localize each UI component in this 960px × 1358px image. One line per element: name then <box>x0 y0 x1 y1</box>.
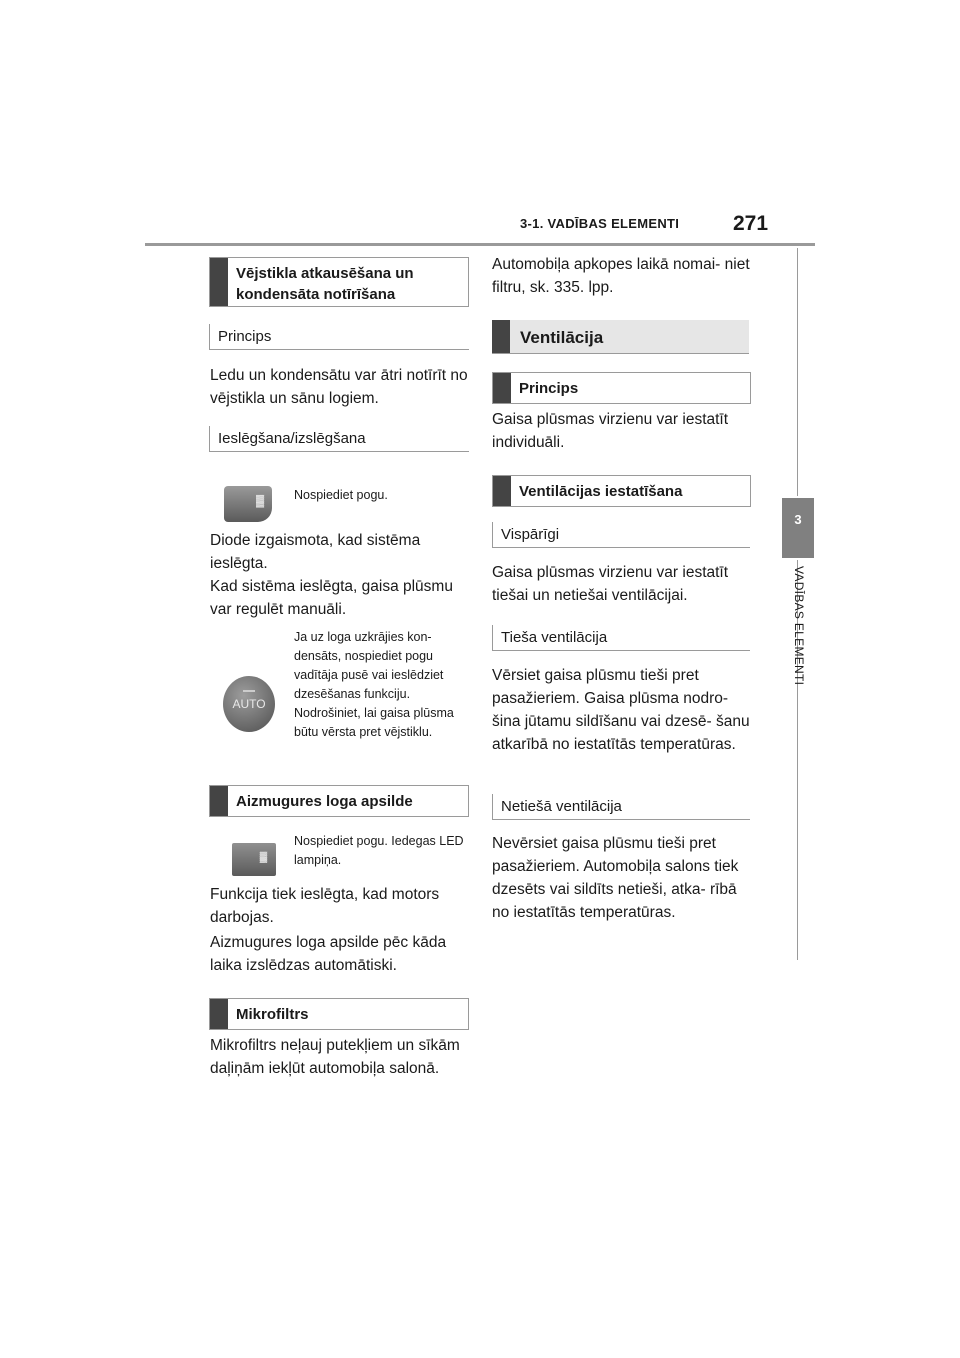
paragraph: Funkcija tiek ieslēgta, kad motors darbojas. <box>210 886 440 926</box>
heading-bar <box>493 373 511 403</box>
heading-ventilation <box>492 320 749 354</box>
rear-window-heat-icon: ▓ <box>259 852 267 863</box>
paragraph: Gaisa plūsmas virzienu var iestatīt individuāli. <box>492 411 729 451</box>
chapter-title-text: VADĪBAS ELEMENTI <box>792 566 806 686</box>
defrost-icon: ▓ <box>255 495 264 507</box>
header-rule <box>145 243 815 246</box>
note-led: Nospiediet pogu. Iedegas LED lampiņa. <box>294 834 464 867</box>
defrost-button-image <box>224 486 272 522</box>
heading-bar <box>492 320 510 353</box>
heading-text: Aizmugures loga apsilde <box>236 793 413 810</box>
note-press: Nospiediet pogu. <box>294 488 388 502</box>
heading-bar <box>210 999 228 1029</box>
heading-text: Ventilācija <box>520 328 604 347</box>
chapter-tab: 3 <box>782 498 814 558</box>
led-indicator <box>243 690 255 692</box>
paragraph: Vērsiet gaisa plūsmu tieši pret pasažieriem. Gaisa plūsma nodro- šina jūtamu sildīšanu vai dzesē- šanu atkarībā no iestatītās temperatūras. <box>492 667 750 753</box>
heading-bar <box>210 786 228 816</box>
auto-label: AUTO <box>232 697 266 711</box>
subheading-indirect: Netiešā ventilācija <box>492 794 750 820</box>
paragraph: Automobiļa apkopes laikā nomai- niet filtru, sk. 335. lpp. <box>492 256 750 296</box>
paragraph: Gaisa plūsmas virzienu var iestatīt tiešai un netiešai ventilācijai. <box>492 564 729 604</box>
heading-princips <box>492 372 751 404</box>
chapter-title-vertical <box>770 566 826 726</box>
heading-text: Princips <box>519 380 579 397</box>
heading-microfilter <box>209 998 469 1030</box>
subheading-direct: Tieša ventilācija <box>492 625 750 651</box>
paragraph: Diode izgaismota, kad sistēma ieslēgta. <box>210 532 421 572</box>
paragraph: Kad sistēma ieslēgta, gaisa plūsmu var regulēt manuāli. <box>210 578 453 618</box>
heading-bar <box>493 476 511 506</box>
paragraph: Ledu un kondensātu var ātri notīrīt no vējstikla un sānu logiem. <box>210 367 468 407</box>
rear-heat-button-image <box>232 843 276 876</box>
heading-text: Ventilācijas iestatīšana <box>519 483 683 500</box>
section-title: 3-1. VADĪBAS ELEMENTI <box>520 216 680 231</box>
note-condensate: Ja uz loga uzkrājies kon- densāts, nospiediet pogu vadītāja pusē vai ieslēdziet dzesēšanas funkciju. Nodrošiniet, lai gaisa plūsma būtu vērsta pret vējstiklu. <box>294 630 454 739</box>
subheading-general: Vispārīgi <box>492 522 750 548</box>
paragraph: Mikrofiltrs neļauj putekļiem un sīkām daļiņām iekļūt automobiļa salonā. <box>210 1037 460 1077</box>
auto-button-image <box>223 676 275 732</box>
heading-text: Mikrofiltrs <box>236 1006 309 1023</box>
paragraph: Nevērsiet gaisa plūsmu tieši pret pasažieriem. Automobiļa salons tiek dzesēts vai sildīts netieši, atka- rībā no iestatītās temperatūras. <box>492 835 739 921</box>
side-rule-top <box>797 248 798 496</box>
heading-bar <box>210 258 228 306</box>
subheading-princips: Princips <box>209 324 469 350</box>
heading-rear-window <box>209 785 469 817</box>
heading-text: Vējstikla atkausēšana un kondensāta notīrīšana <box>236 265 414 303</box>
heading-vent-settings <box>492 475 751 507</box>
page-number: 271 <box>733 212 769 235</box>
subheading-onoff: Ieslēgšana/izslēgšana <box>209 426 469 452</box>
heading-defrost <box>209 257 469 307</box>
paragraph: Aizmugures loga apsilde pēc kāda laika izslēdzas automātiski. <box>210 934 447 974</box>
